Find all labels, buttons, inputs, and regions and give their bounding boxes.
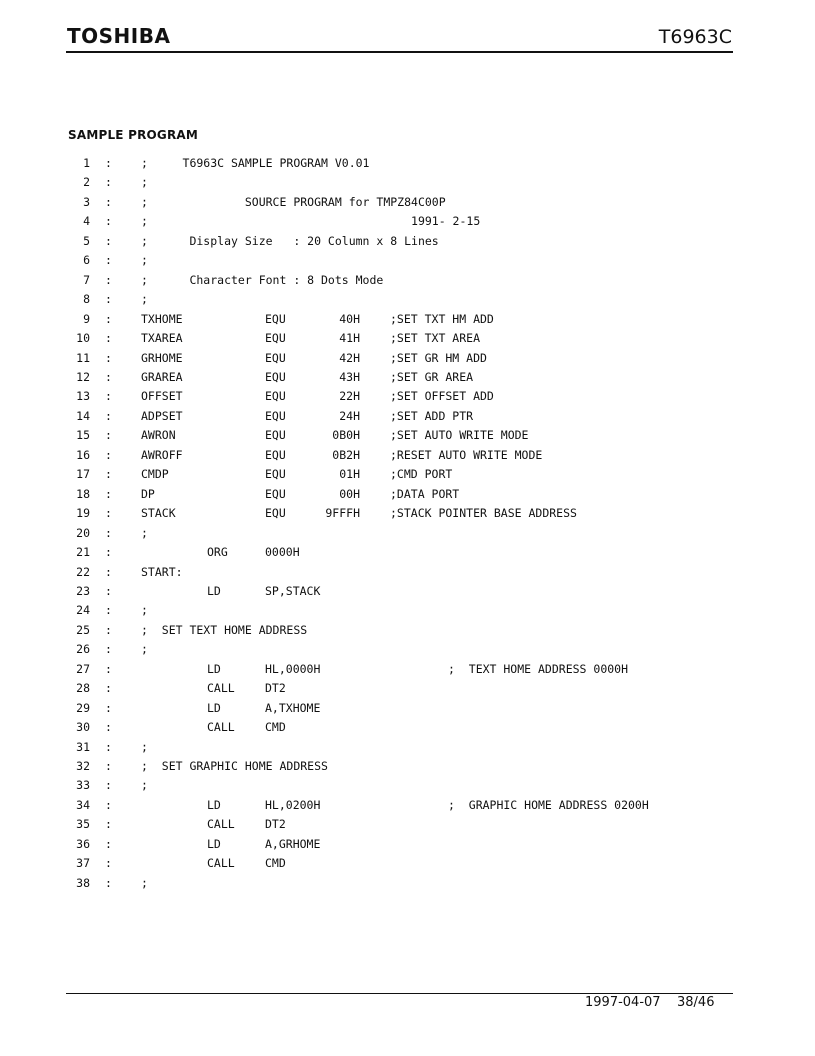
- line-number: 20: [76, 525, 90, 540]
- line-number: 29: [76, 700, 90, 715]
- code-mnemonic: LD: [207, 583, 221, 598]
- line-separator: :: [105, 233, 112, 248]
- code-line: [0, 310, 760, 328]
- line-number: 22: [76, 564, 90, 579]
- code-line: [0, 368, 760, 386]
- code-label: AWRON: [141, 428, 176, 443]
- line-number: 31: [76, 739, 90, 754]
- code-label: STACK: [141, 506, 176, 521]
- line-number: 17: [76, 467, 90, 482]
- code-directive: EQU: [265, 408, 286, 423]
- line-separator: :: [105, 467, 112, 482]
- line-separator: :: [105, 856, 112, 871]
- line-number: 30: [76, 720, 90, 734]
- code-value: 43H: [339, 369, 360, 384]
- code-comment: ; Character Font : 8 Dots Mode: [141, 272, 384, 287]
- line-number: 28: [76, 681, 90, 696]
- code-comment: ;SET GR HM ADD: [390, 350, 487, 365]
- code-line: [0, 679, 760, 697]
- code-line: [0, 718, 760, 736]
- code-directive: EQU: [265, 369, 286, 384]
- code-line: [0, 504, 760, 522]
- code-line: [0, 524, 760, 542]
- code-comment: ; Display Size : 20 Column x 8 Lines: [141, 233, 439, 248]
- line-separator: :: [105, 720, 112, 734]
- code-label: GRAREA: [141, 369, 183, 384]
- code-line: [0, 212, 760, 230]
- code-line: [0, 757, 760, 775]
- line-separator: :: [105, 369, 112, 384]
- footer-date: 1997-04-07: [585, 995, 661, 1010]
- line-number: 27: [76, 661, 90, 676]
- line-separator: :: [105, 194, 112, 209]
- line-separator: :: [105, 545, 112, 559]
- line-separator: :: [105, 758, 112, 773]
- code-comment: ;: [141, 525, 148, 540]
- line-number: 6: [83, 253, 90, 268]
- line-separator: :: [105, 156, 112, 170]
- code-value: 40H: [339, 311, 360, 326]
- line-number: 19: [76, 506, 90, 521]
- code-line: [0, 426, 760, 444]
- line-separator: :: [105, 214, 112, 229]
- code-line: [0, 271, 760, 289]
- code-comment: ;: [141, 253, 148, 268]
- code-comment: ;SET OFFSET ADD: [390, 389, 494, 404]
- code-value: 24H: [339, 408, 360, 423]
- code-line: [0, 699, 760, 717]
- code-comment: ;SET ADD PTR: [390, 408, 474, 423]
- code-comment: ;: [141, 603, 148, 618]
- code-operand: HL,0200H: [265, 797, 321, 812]
- code-comment: ; SOURCE PROGRAM for TMPZ84C00P: [141, 194, 446, 209]
- line-number: 4: [83, 214, 90, 229]
- code-line: [0, 738, 760, 756]
- code-line: [0, 854, 760, 872]
- code-line: [0, 621, 760, 639]
- code-operand: CMD: [265, 720, 286, 734]
- code-directive: EQU: [265, 389, 286, 404]
- code-value: 9FFFH: [325, 506, 360, 521]
- line-number: 25: [76, 622, 90, 637]
- line-number: 10: [76, 331, 90, 345]
- line-number: 5: [83, 233, 90, 248]
- code-line: [0, 465, 760, 483]
- line-number: 3: [83, 194, 90, 209]
- line-number: 1: [83, 156, 90, 170]
- line-separator: :: [105, 253, 112, 268]
- code-comment: ;STACK POINTER BASE ADDRESS: [390, 506, 577, 521]
- line-number: 16: [76, 447, 90, 462]
- line-number: 35: [76, 817, 90, 832]
- code-line: [0, 835, 760, 853]
- code-operand: DT2: [265, 681, 286, 696]
- code-line: [0, 796, 760, 814]
- code-comment: ;CMD PORT: [390, 467, 453, 482]
- code-comment: ;: [141, 175, 148, 190]
- code-comment: ;: [141, 292, 148, 307]
- line-separator: :: [105, 389, 112, 404]
- code-mnemonic: CALL: [207, 681, 235, 696]
- code-value: 01H: [339, 467, 360, 482]
- code-line: [0, 640, 760, 658]
- part-number: T6963C: [658, 26, 732, 48]
- code-line: [0, 290, 760, 308]
- code-comment: ;: [141, 875, 148, 890]
- code-operand: DT2: [265, 817, 286, 832]
- code-line: [0, 329, 760, 347]
- line-separator: :: [105, 506, 112, 521]
- line-number: 36: [76, 836, 90, 851]
- code-label: DP: [141, 486, 155, 501]
- code-directive: EQU: [265, 311, 286, 326]
- code-value: 42H: [339, 350, 360, 365]
- code-label: TXAREA: [141, 331, 183, 345]
- code-directive: EQU: [265, 428, 286, 443]
- code-directive: EQU: [265, 350, 286, 365]
- code-directive: EQU: [265, 331, 286, 345]
- code-operand: 0000H: [265, 545, 300, 559]
- code-comment: ;RESET AUTO WRITE MODE: [390, 447, 543, 462]
- line-number: 13: [76, 389, 90, 404]
- code-operand: CMD: [265, 856, 286, 871]
- code-label: TXHOME: [141, 311, 183, 326]
- code-label: GRHOME: [141, 350, 183, 365]
- code-mnemonic: ORG: [207, 545, 228, 559]
- line-number: 11: [76, 350, 90, 365]
- code-comment: ;: [141, 739, 148, 754]
- line-separator: :: [105, 331, 112, 345]
- code-operand: SP,STACK: [265, 583, 321, 598]
- code-directive: EQU: [265, 447, 286, 462]
- code-line: [0, 601, 760, 619]
- line-number: 8: [83, 292, 90, 307]
- line-separator: :: [105, 292, 112, 307]
- code-line: [0, 563, 760, 581]
- line-number: 33: [76, 778, 90, 793]
- line-number: 7: [83, 272, 90, 287]
- code-line: [0, 193, 760, 211]
- line-number: 26: [76, 642, 90, 657]
- line-number: 18: [76, 486, 90, 501]
- code-line: [0, 660, 760, 678]
- code-line: [0, 407, 760, 425]
- code-line: [0, 874, 760, 892]
- code-mnemonic: CALL: [207, 720, 235, 734]
- footer-rule: [66, 993, 733, 994]
- header-rule: [66, 51, 733, 53]
- line-separator: :: [105, 272, 112, 287]
- line-separator: :: [105, 817, 112, 832]
- code-line: [0, 387, 760, 405]
- line-separator: :: [105, 428, 112, 443]
- code-value: 0B2H: [332, 447, 360, 462]
- code-operand: A,GRHOME: [265, 836, 321, 851]
- code-value: 41H: [339, 331, 360, 345]
- code-value: 22H: [339, 389, 360, 404]
- line-separator: :: [105, 408, 112, 423]
- line-separator: :: [105, 778, 112, 793]
- line-number: 21: [76, 545, 90, 559]
- code-mnemonic: LD: [207, 836, 221, 851]
- line-number: 12: [76, 369, 90, 384]
- code-mnemonic: LD: [207, 797, 221, 812]
- line-separator: :: [105, 447, 112, 462]
- line-separator: :: [105, 583, 112, 598]
- code-value: 00H: [339, 486, 360, 501]
- line-number: 9: [83, 311, 90, 326]
- code-operand: A,TXHOME: [265, 700, 321, 715]
- code-comment: ; GRAPHIC HOME ADDRESS 0200H: [448, 797, 649, 812]
- line-number: 23: [76, 583, 90, 598]
- line-separator: :: [105, 875, 112, 890]
- line-separator: :: [105, 681, 112, 696]
- line-separator: :: [105, 836, 112, 851]
- code-label: OFFSET: [141, 389, 183, 404]
- line-separator: :: [105, 175, 112, 190]
- line-separator: :: [105, 797, 112, 812]
- code-line: [0, 446, 760, 464]
- code-mnemonic: LD: [207, 661, 221, 676]
- line-number: 15: [76, 428, 90, 443]
- line-separator: :: [105, 311, 112, 326]
- code-line: [0, 815, 760, 833]
- code-line: [0, 582, 760, 600]
- code-label: ADPSET: [141, 408, 183, 423]
- code-line: [0, 154, 760, 172]
- section-title: SAMPLE PROGRAM: [68, 128, 199, 142]
- code-line: [0, 173, 760, 191]
- line-number: 24: [76, 603, 90, 618]
- code-comment: ; SET TEXT HOME ADDRESS: [141, 622, 308, 637]
- line-number: 37: [76, 856, 90, 871]
- line-separator: :: [105, 700, 112, 715]
- code-line: [0, 251, 760, 269]
- code-line: [0, 349, 760, 367]
- code-comment: ; TEXT HOME ADDRESS 0000H: [448, 661, 629, 676]
- code-comment: ;SET GR AREA: [390, 369, 474, 384]
- code-comment: ; T6963C SAMPLE PROGRAM V0.01: [141, 156, 370, 170]
- code-mnemonic: LD: [207, 700, 221, 715]
- code-comment: ; 1991- 2-15: [141, 214, 481, 229]
- code-directive: EQU: [265, 486, 286, 501]
- line-number: 38: [76, 875, 90, 890]
- code-line: [0, 776, 760, 794]
- line-separator: :: [105, 661, 112, 676]
- brand-logo: TOSHIBA: [67, 24, 171, 48]
- line-number: 14: [76, 408, 90, 423]
- code-comment: ; SET GRAPHIC HOME ADDRESS: [141, 758, 328, 773]
- code-comment: ;SET TXT AREA: [390, 331, 481, 345]
- code-value: 0B0H: [332, 428, 360, 443]
- line-separator: :: [105, 622, 112, 637]
- line-number: 34: [76, 797, 90, 812]
- line-number: 2: [83, 175, 90, 190]
- line-separator: :: [105, 350, 112, 365]
- code-comment: ;SET AUTO WRITE MODE: [390, 428, 529, 443]
- code-label: START:: [141, 564, 183, 579]
- code-line: [0, 485, 760, 503]
- line-number: 32: [76, 758, 90, 773]
- line-separator: :: [105, 486, 112, 501]
- code-label: AWROFF: [141, 447, 183, 462]
- code-line: [0, 232, 760, 250]
- code-mnemonic: CALL: [207, 817, 235, 832]
- code-line: [0, 543, 760, 561]
- code-comment: ;SET TXT HM ADD: [390, 311, 494, 326]
- code-directive: EQU: [265, 506, 286, 521]
- code-directive: EQU: [265, 467, 286, 482]
- code-comment: ;DATA PORT: [390, 486, 460, 501]
- footer-page-number: 38/46: [677, 995, 715, 1010]
- line-separator: :: [105, 525, 112, 540]
- code-operand: HL,0000H: [265, 661, 321, 676]
- code-comment: ;: [141, 778, 148, 793]
- line-separator: :: [105, 739, 112, 754]
- line-separator: :: [105, 642, 112, 657]
- code-comment: ;: [141, 642, 148, 657]
- line-separator: :: [105, 603, 112, 618]
- code-mnemonic: CALL: [207, 856, 235, 871]
- line-separator: :: [105, 564, 112, 579]
- code-label: CMDP: [141, 467, 169, 482]
